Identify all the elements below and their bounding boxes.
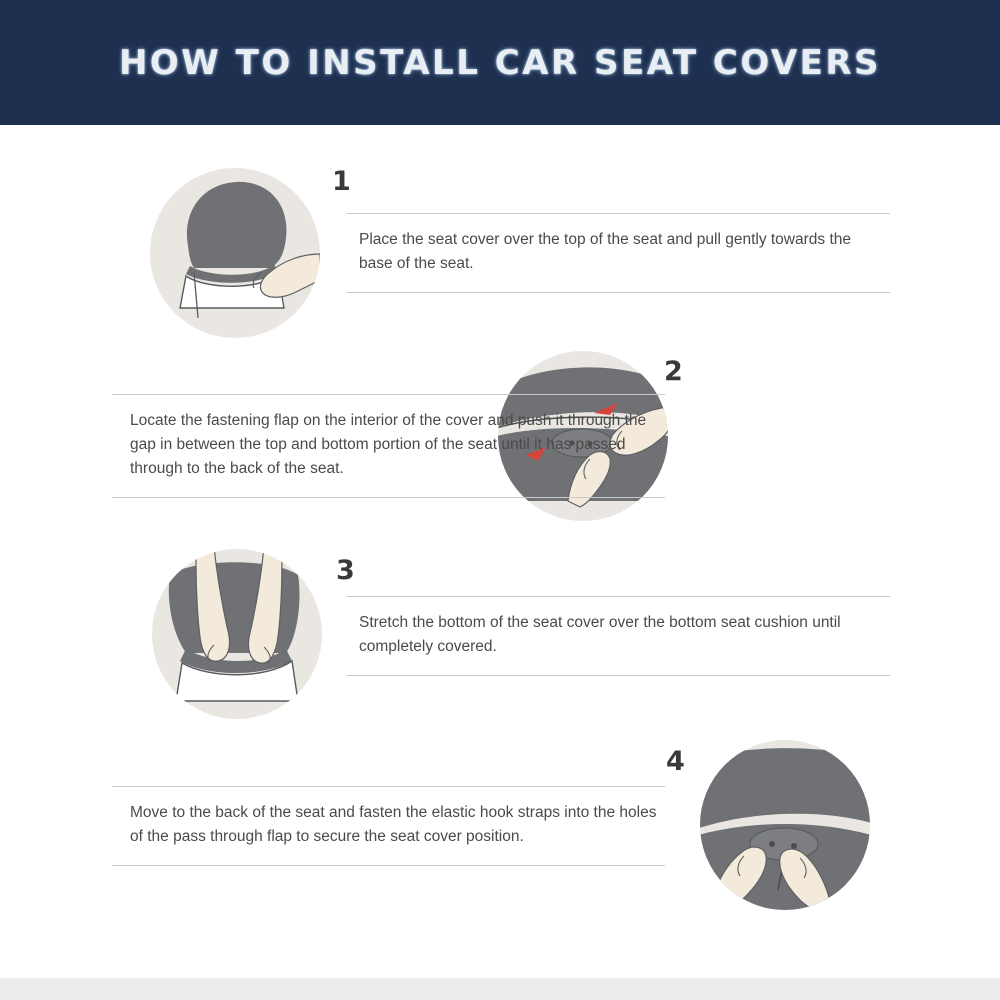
page-title: HOW TO INSTALL CAR SEAT COVERS [118, 42, 882, 83]
divider-bottom [112, 497, 665, 498]
step-3-text-block [347, 596, 890, 676]
step-4-illustration [700, 740, 870, 910]
step-1-illustration [150, 168, 320, 338]
step-1-text: Place the seat cover over the top of the seat and pull gently towards the base of the seat. [359, 231, 851, 273]
divider-bottom [347, 675, 890, 676]
step-3-number: 3 [336, 555, 355, 586]
step-1-number: 1 [332, 166, 351, 197]
step-3-text: Stretch the bottom of the seat cover over the bottom seat cushion until completely covered. [359, 614, 841, 656]
footer-strip [0, 978, 1000, 1000]
divider-bottom [112, 865, 665, 866]
step-4-text-block [112, 786, 665, 866]
step-1-text-block [347, 213, 890, 293]
step-2-text: Locate the fastening flap on the interior of the cover and push it through the gap in between the top and bottom portion of the seat until it has passed through to the back of the seat. [130, 412, 647, 478]
stretch-bottom-cushion-illustration [169, 549, 300, 701]
step-4-text: Move to the back of the seat and fasten the elastic hook straps into the holes of the pass through flap to secure the seat cover position. [130, 804, 657, 846]
fasten-elastic-hooks-illustration [700, 748, 870, 910]
divider-bottom [347, 292, 890, 293]
step-4-number: 4 [666, 746, 685, 777]
step-2-text-block [112, 394, 665, 498]
step-2-number: 2 [664, 356, 683, 387]
step-3-illustration [152, 549, 322, 719]
header-banner [0, 0, 1000, 125]
seat-cover-over-top-illustration [180, 182, 320, 318]
